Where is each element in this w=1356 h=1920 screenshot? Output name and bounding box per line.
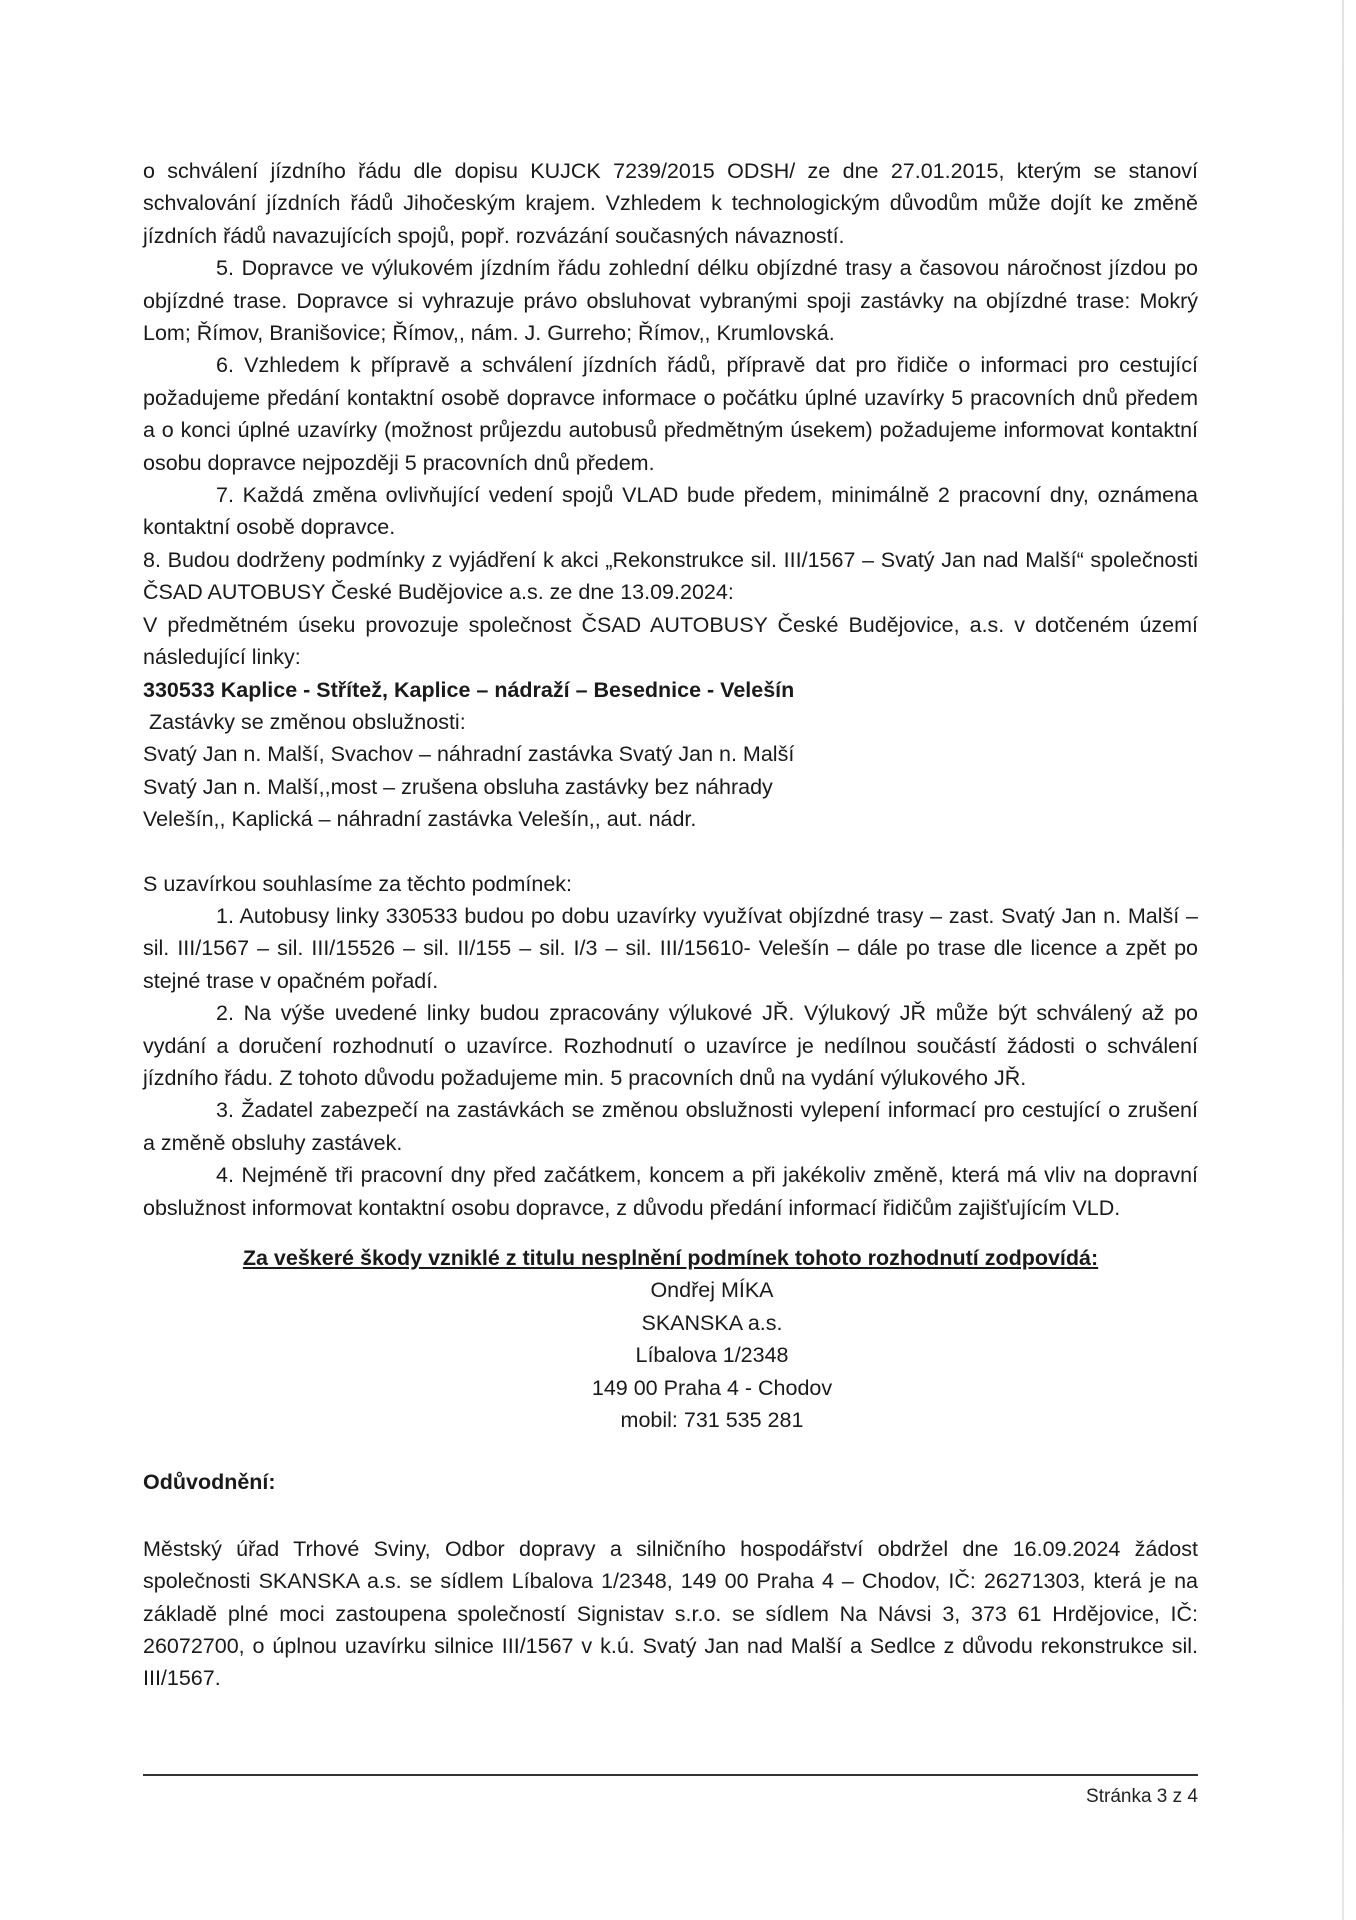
- stop-line: Svatý Jan n. Malší,,most – zrušena obsluha zastávky bez náhrady: [143, 774, 773, 799]
- footer-divider: [143, 1774, 1198, 1776]
- page-number: Stránka 3 z 4: [1086, 1786, 1198, 1807]
- item-7-paragraph: 7. Každá změna ovlivňující vedení spojů VLAD bude předem, minimálně 2 pracovní dny, oznámena kontaktní osobě dopravce.: [143, 483, 1198, 540]
- reasoning-heading: Odůvodnění:: [143, 1470, 276, 1495]
- condition-item: 1. Autobusy linky 330533 budou po dobu uzavírky využívat objízdné trasy – zast. Svatý Jan n. Malší – sil. III/1567 – sil. III/15526 – sil. II/155 – sil. I/3 – sil. III/15610- Velešín – dále po trase dle licence a zpět po stejné trase v opačném pořadí.: [143, 903, 1198, 993]
- liability-heading: Za veškeré škody vzniklé z titulu nesplnění podmínek tohoto rozhodnutí zodpovídá:: [242, 1246, 1099, 1270]
- stop-line: Velešín,, Kaplická – náhradní zastávka Velešín,, aut. nádr.: [143, 807, 697, 832]
- contact-street: Líbalova 1/2348: [635, 1343, 789, 1368]
- scan-edge-line: [1342, 0, 1344, 1920]
- spacer: [143, 1224, 1198, 1242]
- stop-line: Svatý Jan n. Malší, Svachov – náhradní zastávka Svatý Jan n. Malší: [143, 742, 795, 767]
- conditions-heading: S uzavírkou souhlasíme za těchto podmínek:: [143, 871, 573, 896]
- stops-heading: Zastávky se změnou obslužnosti:: [149, 709, 466, 734]
- condition-item: 2. Na výše uvedené linky budou zpracovány výlukové JŘ. Výlukový JŘ může být schválený až po vydání a doručení rozhodnutí o uzavírce. Rozhodnutí o uzavírce je nedílnou součástí žádosti o schválení jízdního řádu. Z tohoto důvodu požadujeme min. 5 pracovních dnů na vydání výlukového JŘ.: [143, 1001, 1198, 1090]
- contact-city: 149 00 Praha 4 - Chodov: [591, 1375, 833, 1400]
- condition-item: 3. Žadatel zabezpečí na zastávkách se změnou obslužnosti vylepení informací pro cestující o zrušení a změně obsluhy zastávek.: [143, 1098, 1198, 1155]
- contact-company: SKANSKA a.s.: [641, 1310, 783, 1335]
- condition-item: 4. Nejméně tři pracovní dny před začátkem, koncem a při jakékoliv změně, která má vliv na dopravní obslužnost informovat kontaktní osobu dopravce, z důvodu předání informací řidičům zajišťujícím VLD.: [143, 1163, 1198, 1220]
- contact-phone: mobil: 731 535 281: [620, 1408, 804, 1433]
- bus-line-title: 330533 Kaplice - Střítež, Kaplice – nádraží – Besednice - Velešín: [143, 677, 795, 702]
- page-content: [143, 155, 1198, 1695]
- item-8-paragraph: 8. Budou dodrženy podmínky z vyjádření k akci „Rekonstrukce sil. III/1567 – Svatý Jan nad Malší“ společnosti ČSAD AUTOBUSY České Budějovice a.s. ze dne 13.09.2024:: [143, 547, 1198, 605]
- spacer: [143, 836, 1198, 868]
- contact-name: Ondřej MÍKA: [650, 1278, 774, 1303]
- item-5-paragraph: 5. Dopravce ve výlukovém jízdním řádu zohlední délku objízdné trasy a časovou náročnost jízdou po objízdné trase. Dopravce si vyhrazuje právo obsluhovat vybranými spoji zastávky na objízdné trase: Mokrý Lom; Římov, Branišovice; Římov,, nám. J. Gurreho; Římov,, Krumlovská.: [143, 256, 1198, 346]
- intro-paragraph: o schválení jízdního řádu dle dopisu KUJCK 7239/2015 ODSH/ ze dne 27.01.2015, kterým se stanoví schvalování jízdních řádů Jihočeským krajem. Vzhledem k technologickým důvodům může dojít ke změně jízdních řádů navazujících spojů, popř. rozvázání současných návazností.: [143, 159, 1198, 248]
- item-6-paragraph: 6. Vzhledem k přípravě a schválení jízdních řádů, přípravě dat pro řidiče o informaci pro cestující požadujeme předání kontaktní osobě dopravce informace o počátku úplné uzavírky 5 pracovních dnů předem a o konci úplné uzavírky (možnost průjezdu autobusů předmětným úsekem) požadujeme informovat kontaktní osobu dopravce nejpozději 5 pracovních dnů předem.: [143, 353, 1198, 475]
- reasoning-paragraph: Městský úřad Trhové Sviny, Odbor dopravy a silničního hospodářství obdržel dne 16.09.2024 žádost společnosti SKANSKA a.s. se sídlem Líbalova 1/2348, 149 00 Praha 4 – Chodov, IČ: 26271303, která je na základě plné moci zastoupena společností Signistav s.r.o. se sídlem Na Návsi 3, 373 61 Hrdějovice, IČ: 26072700, o úplnou uzavírku silnice III/1567 v k.ú. Svatý Jan nad Malší a Sedlce z důvodu rekonstrukce sil. III/1567.: [143, 1536, 1198, 1691]
- operator-paragraph: V předmětném úseku provozuje společnost ČSAD AUTOBUSY České Budějovice, a.s. v dotčeném území následující linky:: [143, 612, 1198, 670]
